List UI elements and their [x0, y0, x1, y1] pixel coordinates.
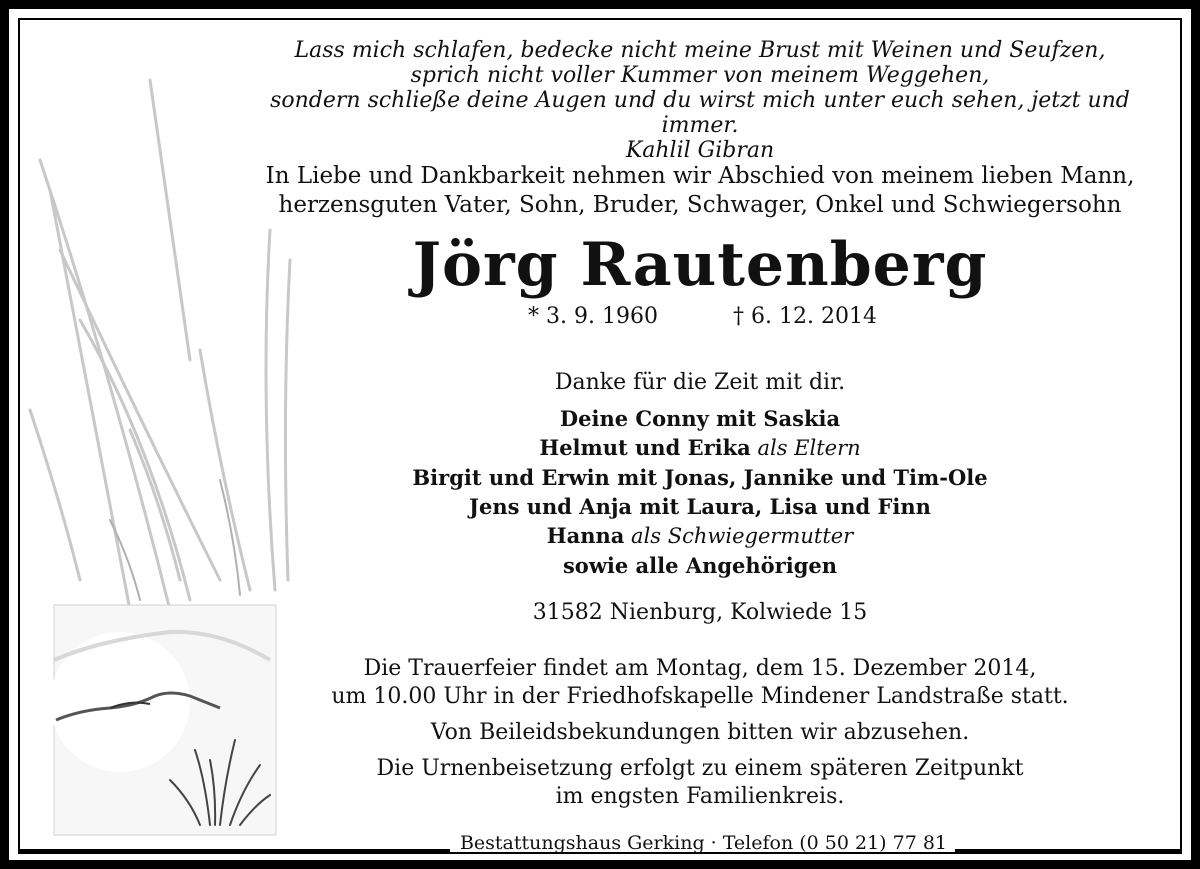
thanks-line: Danke für die Zeit mit dir. [554, 370, 846, 395]
footer [20, 830, 1180, 854]
family-line-2-role: als Eltern [757, 436, 861, 460]
family-line-6: sowie alle Angehörigen [562, 553, 838, 578]
death-date: † 6. 12. 2014 [733, 304, 877, 329]
service-line-1: Die Trauerfeier findet am Montag, dem 15. Dezember 2014, [363, 656, 1037, 681]
address: 31582 Nienburg, Kolwiede 15 [532, 600, 868, 625]
family-line-5-names: Hanna [546, 523, 625, 548]
family-list [230, 404, 1170, 580]
footer-rule-left [20, 849, 450, 852]
family-line-3: Birgit und Erwin mit Jonas, Jannike und Tim-Ole [412, 465, 988, 490]
family-line-2 [230, 433, 1170, 463]
service-line-3: Von Beileidsbekundungen bitten wir abzusehen. [430, 720, 970, 745]
service-line-2: um 10.00 Uhr in der Friedhofskapelle Mindener Landstraße statt. [331, 684, 1069, 709]
poem-quote [230, 38, 1170, 163]
family-line-5 [230, 521, 1170, 551]
intro-line-2: herzensguten Vater, Sohn, Bruder, Schwager, Onkel und Schwiegersohn [278, 192, 1122, 218]
quote-line-2: sprich nicht voller Kummer von meinem Weggehen, [410, 63, 990, 88]
family-line-4: Jens und Anja mit Laura, Lisa und Finn [469, 494, 931, 519]
birth-date: * 3. 9. 1960 [528, 304, 658, 329]
service-line-5: im engsten Familienkreis. [555, 784, 845, 809]
service-info [230, 655, 1170, 811]
intro-line-1: In Liebe und Dankbarkeit nehmen wir Abschied von meinem lieben Mann, [265, 163, 1135, 189]
quote-author: Kahlil Gibran [625, 138, 775, 163]
deceased-name: Jörg Rautenberg [412, 230, 988, 300]
footer-rule-right [955, 849, 1180, 852]
family-line-2-names: Helmut und Erika [539, 435, 751, 460]
life-dates [230, 304, 1170, 334]
quote-line-3: sondern schließe deine Augen und du wirst mich unter euch sehen, jetzt und immer. [270, 88, 1130, 138]
intro-text [230, 162, 1170, 220]
footer-text: Bestattungshaus Gerking · Telefon (0 50 21) 77 81 [459, 832, 948, 854]
service-line-4: Die Urnenbeisetzung erfolgt zu einem späteren Zeitpunkt [376, 756, 1024, 781]
quote-line-1: Lass mich schlafen, bedecke nicht meine Brust mit Weinen und Seufzen, [294, 38, 1106, 63]
family-line-1: Deine Conny mit Saskia [559, 406, 841, 431]
family-line-5-role: als Schwiegermutter [631, 524, 854, 548]
